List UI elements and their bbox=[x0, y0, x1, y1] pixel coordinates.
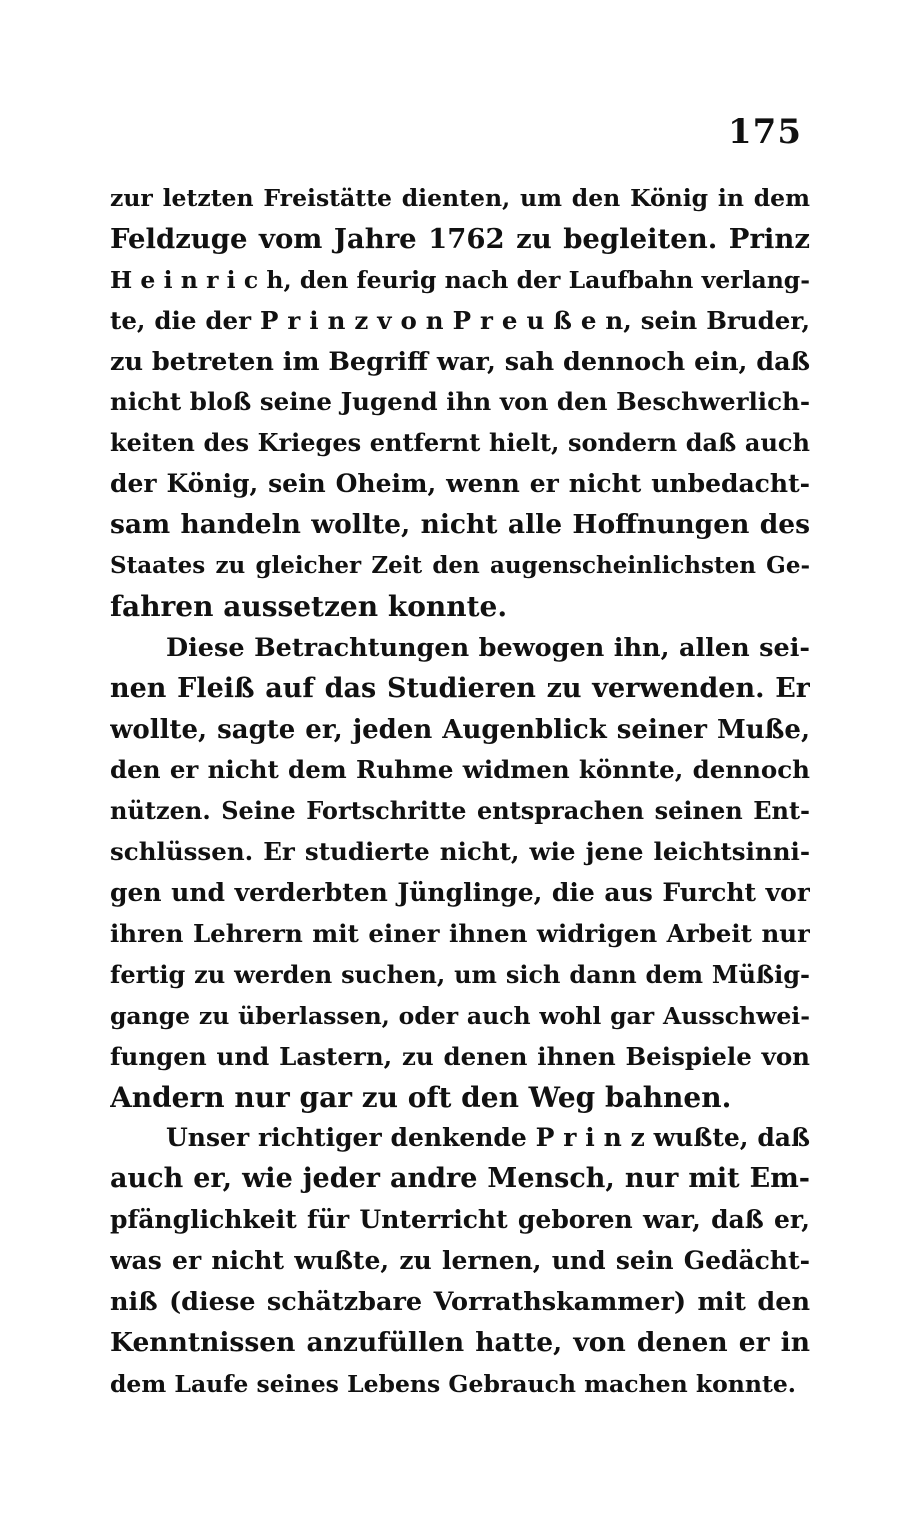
text-line: fungen und Lastern, zu denen ihnen Beispiele von bbox=[110, 1041, 810, 1071]
text-line: nicht bloß seine Jugend ihn von den Beschwerlich- bbox=[110, 387, 810, 417]
text-line: Kenntnissen anzufüllen hatte, von denen er in bbox=[110, 1326, 810, 1358]
text-line: nützen. Seine Fortschritte entsprachen seinen Ent- bbox=[110, 796, 810, 826]
text-line: fertig zu werden suchen, um sich dann dem Müßig- bbox=[110, 959, 810, 989]
text-line: te, die der P r i n z v o n P r e u ß e n, sein Bruder, bbox=[110, 305, 810, 335]
text-line: den er nicht dem Ruhme widmen könnte, dennoch bbox=[110, 755, 810, 785]
body-text bbox=[110, 178, 810, 1405]
text-line: keiten des Krieges entfernt hielt, sondern daß auch bbox=[110, 428, 810, 458]
text-line: Diese Betrachtungen bewogen ihn, allen sei- bbox=[166, 632, 810, 663]
text-line: niß (diese schätzbare Vorrathskammer) mit den bbox=[110, 1287, 810, 1318]
text-line: der König, sein Oheim, wenn er nicht unbedacht- bbox=[110, 469, 810, 499]
text-line: Staates zu gleicher Zeit den augenscheinlichsten Ge- bbox=[110, 552, 810, 580]
text-line: Feldzuge vom Jahre 1762 zu begleiten. Prinz bbox=[110, 222, 810, 255]
text-line: Andern nur gar zu oft den Weg bahnen. bbox=[110, 1080, 732, 1114]
text-line: zur letzten Freistätte dienten, um den König in dem bbox=[110, 184, 810, 212]
text-line: gange zu überlassen, oder auch wohl gar Ausschwei- bbox=[110, 1001, 810, 1030]
text-line: auch er, wie jeder andre Mensch, nur mit Em- bbox=[110, 1163, 810, 1195]
text-line: pfänglichkeit für Unterricht geboren war, daß er, bbox=[110, 1205, 810, 1235]
text-line: was er nicht wußte, zu lernen, und sein Gedächt- bbox=[110, 1246, 810, 1276]
text-line: zu betreten im Begriff war, sah dennoch ein, daß bbox=[110, 346, 810, 377]
text-line: fahren aussetzen konnte. bbox=[110, 589, 508, 623]
text-line: sam handeln wollte, nicht alle Hoffnungen des bbox=[110, 509, 810, 541]
text-line: Unser richtiger denkende P r i n z wußte, daß bbox=[166, 1123, 810, 1153]
page-number: 175 bbox=[728, 112, 802, 152]
text-line: dem Laufe seines Lebens Gebrauch machen konnte. bbox=[110, 1369, 796, 1398]
text-line: ihren Lehrern mit einer ihnen widrigen Arbeit nur bbox=[110, 919, 810, 949]
text-line: wollte, sagte er, jeden Augenblick seiner Muße, bbox=[110, 714, 810, 745]
text-line: schlüssen. Er studierte nicht, wie jene leichtsinni- bbox=[110, 837, 810, 867]
text-line: H e i n r i c h, den feurig nach der Laufbahn verlang- bbox=[110, 265, 810, 294]
text-line: gen und verderbten Jünglinge, die aus Furcht vor bbox=[110, 878, 810, 908]
text-line: nen Fleiß auf das Studieren zu verwenden. Er bbox=[110, 672, 810, 704]
